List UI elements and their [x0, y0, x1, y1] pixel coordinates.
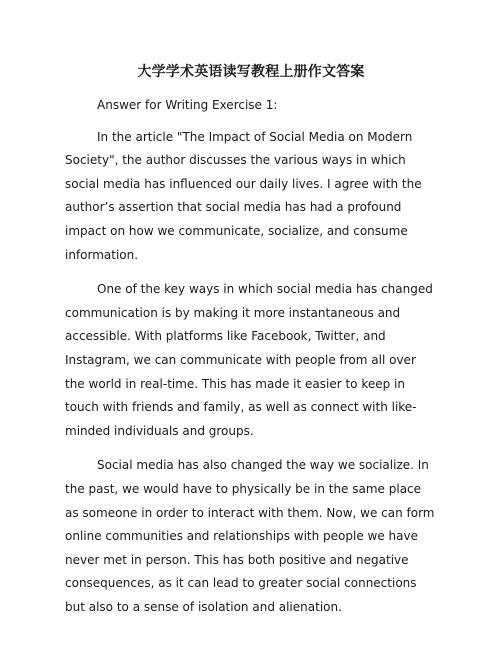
- paragraph-communication: One of the key ways in which social media has changed communication is by making it more instantaneous and accessible. With platforms like Facebook, Twitter, and Instagram, we can communicate with people from all over the world in real-time. This has made it easier to keep in touch with friends and family, as well as connect with like-minded individuals and groups.: [65, 282, 433, 438]
- document-title: 大学学术英语读写教程上册作文答案: [137, 64, 365, 80]
- paragraph-intro: In the article "The Impact of Social Media on Modern Society", the author discusses the various ways in which social media has influenced our daily lives. I agree with the author’s assertion that social media has had a profound impact on how we communicate, socialize, and consume information.: [65, 129, 422, 262]
- paragraph-socialize: Social media has also changed the way we socialize. In the past, we would have to physically be in the same place as someone in order to interact with them. Now, we can form online communities and relationships with people we have never met in person. This has both positive and negative consequences, as it can lead to greater social connections but also to a sense of isolation and alienation.: [65, 458, 435, 614]
- exercise-heading: Answer for Writing Exercise 1:: [97, 98, 278, 112]
- document-body: [65, 94, 436, 630]
